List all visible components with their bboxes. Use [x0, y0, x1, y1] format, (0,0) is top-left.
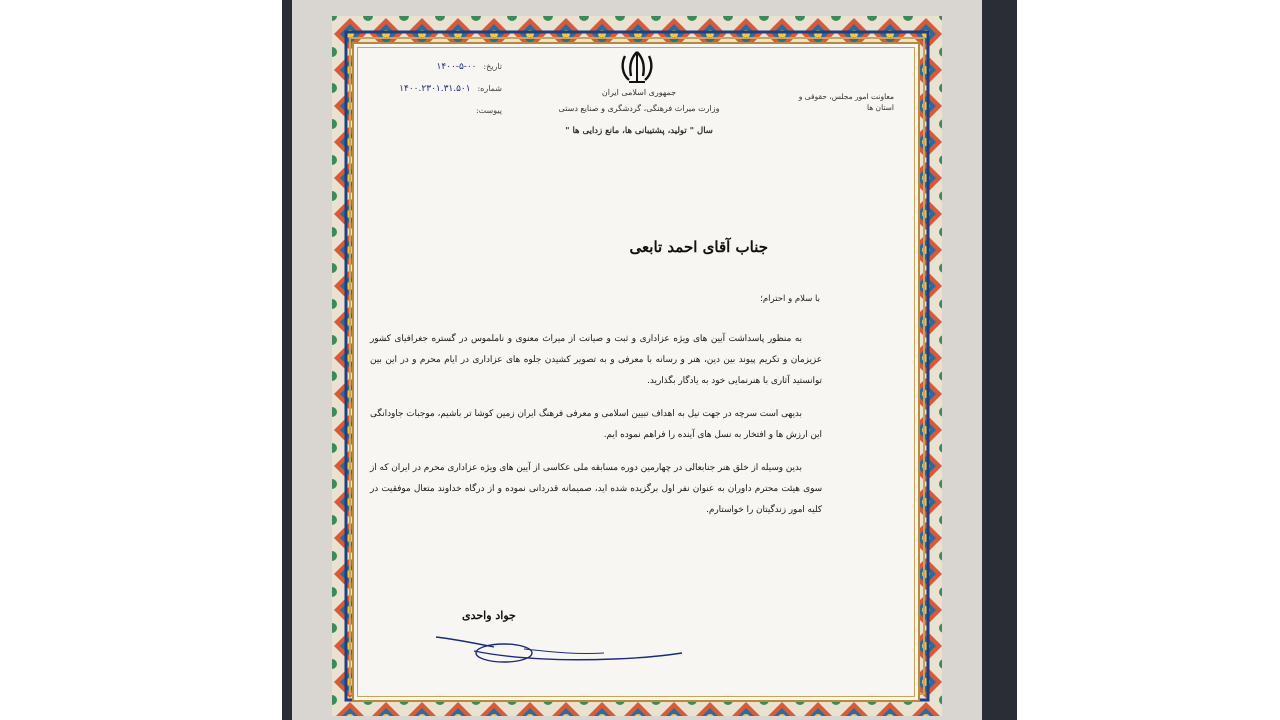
document-photo	[282, 0, 1017, 720]
letter-paper	[352, 42, 920, 702]
number-label: شماره:	[477, 84, 502, 93]
date-label: تاریخ:	[483, 62, 502, 71]
signature-name: جواد واحدی	[462, 609, 516, 622]
date-value: ۰۰-۵-۱۴۰۰	[436, 62, 477, 72]
body-paragraph: بدین وسیله از خلق هنر جنابعالی در چهارمین دوره مسابقه ملی عکاسی از آیین های ویژه عزاداری محرم در ایران که از سوی هیئت محترم داوران به عنوان نفر اول برگزیده شده اید، صمیمانه قدردانی نموده و از درگاه خداوند متعال موفقیت در کلیه امور زندگیتان را خواستارم.	[370, 463, 822, 515]
body-paragraph: بدیهی است سرچه در جهت نیل به اهداف تبیین اسلامی و معرفی فرهنگ ایران زمین کوشا تر باشیم، موجبات جاودانگی این ارزش ها و افتخار به نسل های آینده را فراهم نموده ایم.	[370, 409, 822, 440]
letterhead-department: معاونت امور مجلس، حقوقی و استان ها	[798, 92, 894, 112]
letterhead-year-slogan: سال " تولید، پشتیبانی ها، مانع زدایی ها "	[565, 126, 713, 136]
attachment-label: پیوست:	[475, 106, 502, 115]
number-value: ۱۴۰۰.۲۳۰۱.۳۱.۵۰۱	[399, 84, 471, 94]
meta-number	[362, 78, 502, 100]
letterhead-ministry: وزارت میراث فرهنگی، گردشگری و صنایع دستی	[558, 104, 720, 113]
iran-emblem-icon	[617, 50, 657, 86]
letter-meta	[362, 56, 502, 122]
meta-attachment	[362, 100, 502, 122]
body-paragraph: به منظور پاسداشت آیین های ویژه عزاداری و ثبت و صیانت از میراث معنوی و ناملموس در گستره جغرافیای کشور عزیزمان و تکریم پیوند بین دین، هنر و رسانه با معرفی و به تصویر کشیدن جلوه های عزاداری در ایام محرم و در این بین توانستید آثاری با هنرنمایی خود به یادگار بگذارید.	[370, 334, 822, 386]
signature-mark-icon	[434, 629, 684, 669]
greeting: با سلام و احترام؛	[760, 294, 820, 304]
letter-body	[370, 329, 822, 533]
meta-date	[362, 56, 502, 78]
letterhead-country: جمهوری اسلامی ایران	[601, 88, 677, 97]
addressee: جناب آقای احمد تابعی	[629, 238, 768, 256]
